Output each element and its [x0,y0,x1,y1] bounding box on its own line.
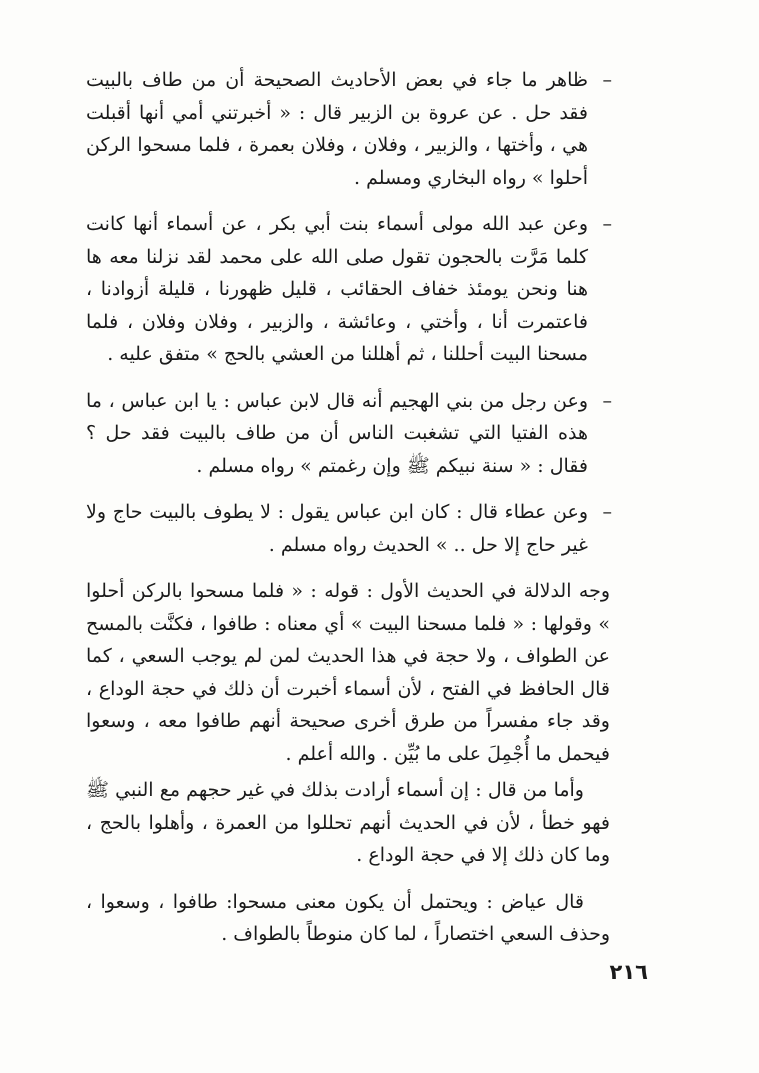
hadith-2 [86,208,610,371]
hadith-4 [86,496,610,561]
hadith-text: وعن عبد الله مولى أسماء بنت أبي بكر ، عن أسماء أنها كانت كلما مَرَّت بالحجون تقول صلى الله على محمد لقد نزلنا معه ها هنا ونحن يومئذ خفاف الحقائب ، قليل ظهورنا ، قليلة أزوادنا ، فاعتمرت أنا ، وأختي ، وعائشة ، والزبير ، وفلان وفلان ، فلما مسحنا البيت أحللنا ، ثم أهللنا من العشي بالحج » متفق عليه . [86,213,588,365]
paragraph-iyad: قال عياض : ويحتمل أن يكون معنى مسحوا: طافوا ، وسعوا ، وحذف السعي اختصاراً ، لما كان منوطاً بالطواف . [86,890,610,945]
list-dash: – [602,213,612,235]
paragraph-evidence: وجه الدلالة في الحديث الأول : قوله : « فلما مسحوا بالركن أحلوا » وقولها : « فلما مسحنا البيت » أي معناه : طافوا ، فكنَّت بالمسح عن الطواف ، ولا حجة في هذا الحديث لمن لم يوجب السعي ، كما قال الحافظ في الفتح ، لأن أسماء أخبرت أن ذلك في حجة الوداع ، وقد جاء مفسراً من طرق أخرى صحيحة أنهم طافوا معه ، وسعوا فيحمل ما أُجْمِلَ على ما بُيِّن . والله أعلم . [86,580,610,765]
page-body [86,64,610,965]
hadith-text: وعن عطاء قال : كان ابن عباس يقول : لا يطوف بالبيت حاج ولا غير حاج إلا حل .. » الحديث رواه مسلم . [86,501,588,556]
list-dash: – [602,389,612,412]
hadith-1 [86,64,610,194]
list-dash: – [602,69,612,91]
list-dash: – [602,501,612,523]
hadith-text: ظاهر ما جاء في بعض الأحاديث الصحيحة أن من طاف بالبيت فقد حل . عن عروة بن الزبير قال : « أخبرتني أمي أنها أقبلت هي ، وأختها ، والزبير ، وفلان ، وفلان بعمرة ، فلما مسحوا الركن أحلوا » رواه البخاري ومسلم . [86,69,588,189]
hadith-3 [86,385,610,483]
hadith-text: وعن رجل من بني الهجيم أنه قال لابن عباس : يا ابن عباس ، ما هذه الفتيا التي تشغبت الناس أن من طاف بالبيت فقد حل ؟ فقال : « سنة نبيكم ﷺ وإن رغمتم » رواه مسلم . [86,389,588,477]
paragraph-rebuttal: وأما من قال : إن أسماء أرادت بذلك في غير حجهم مع النبي ﷺ فهو خطأ ، لأن في الحديث أنهم تحللوا من العمرة ، وأهلوا بالحج ، وما كان ذلك إلا في حجة الوداع . [86,779,610,866]
page-number: ٢١٦ [609,960,648,984]
